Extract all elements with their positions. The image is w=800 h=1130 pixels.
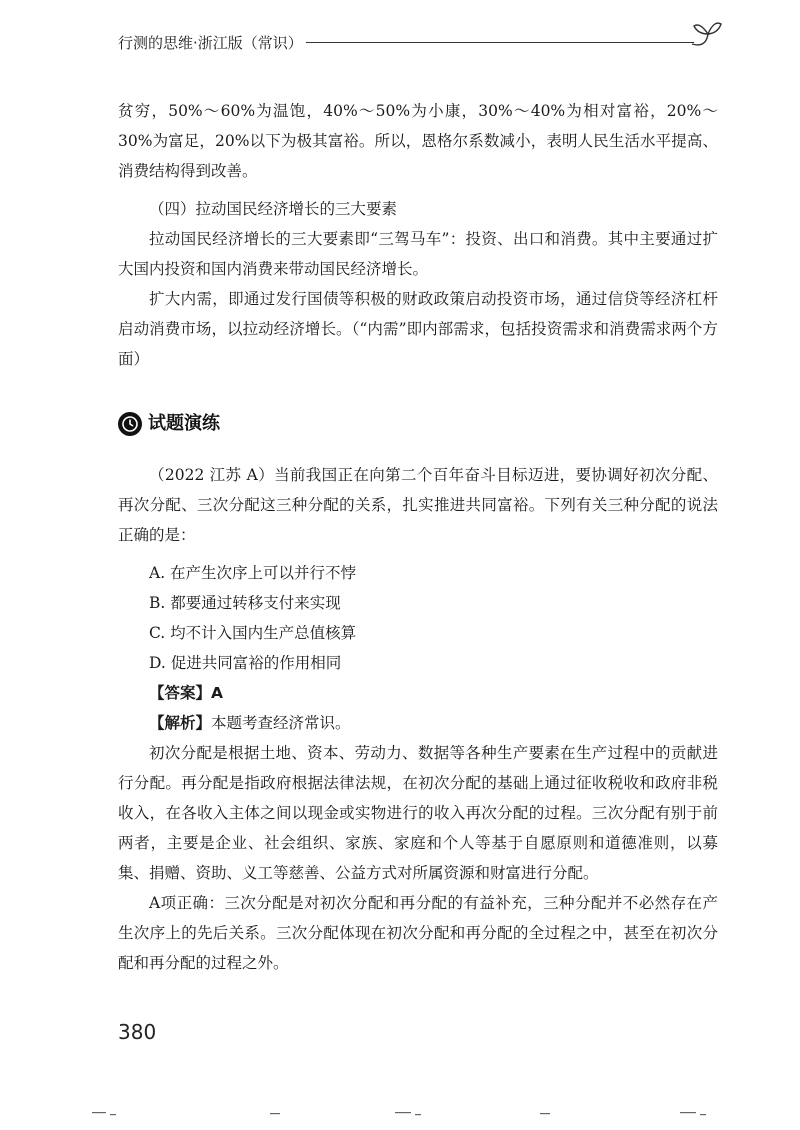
header-title: 行测的思维·浙江版（常识） — [118, 34, 303, 52]
intro-paragraph: 贫穷，50%～60%为温饱，40%～50%为小康，30%～40%为相对富裕，20%～30%为富足，20%以下为极其富裕。所以，恩格尔系数减小，表明人民生活水平提高、消费结构得到改善。 — [118, 102, 718, 180]
sprout-icon — [688, 18, 724, 52]
answer-label: 【答案】 — [149, 684, 212, 702]
paragraph-three-carriages: 拉动国民经济增长的三大要素即“三驾马车”：投资、出口和消费。其中主要通过扩大国内投资和国内消费来带动国民经济增长。 — [118, 230, 718, 278]
option-b: B. 都要通过转移支付来实现 — [149, 594, 341, 612]
analysis-paragraph-2: A项正确：三次分配是对初次分配和再分配的有益补充，三种分配并不必然存在产生次序上的先后关系。三次分配体现在初次分配和再分配的全过程之中，甚至在初次分配和再分配的过程之外。 — [118, 894, 718, 972]
paragraph-domestic-demand: 扩大内需，即通过发行国债等积极的财政政策启动投资市场，通过信贷等经济杠杆启动消费市场，以拉动经济增长。（“内需”即内部需求，包括投资需求和消费需求两个方面） — [118, 290, 718, 368]
exercise-heading-label: 试题演练 — [148, 413, 220, 434]
question-stem: （2022 江苏 A）当前我国正在向第二个百年奋斗目标迈进，要协调好初次分配、再次分配、三次分配这三种分配的关系，扎实推进共同富裕。下列有关三种分配的说法正确的是： — [118, 466, 718, 544]
clock-badge-icon — [118, 412, 142, 436]
page-content — [118, 96, 718, 978]
exercise-section-heading — [118, 404, 718, 444]
analysis-label: 【解析】 — [149, 714, 212, 732]
option-d: D. 促进共同富裕的作用相同 — [149, 654, 342, 672]
subsection-title: （四）拉动国民经济增长的三大要素 — [149, 200, 398, 218]
option-a: A. 在产生次序上可以并行不悖 — [149, 564, 357, 582]
running-header — [118, 28, 718, 56]
analysis-paragraph-1: 初次分配是根据土地、资本、劳动力、数据等各种生产要素在生产过程中的贡献进行分配。再分配是指政府根据法律法规，在初次分配的基础上通过征收税收和政府非税收入，在各收入主体之间以现金或实物进行的收入再次分配的过程。三次分配有别于前两者，主要是企业、社会组织、家族、家庭和个人等基于自愿原则和道德准则，以募集、捐赠、资助、义工等慈善、公益方式对所属资源和财富进行分配。 — [118, 744, 718, 882]
answer-value: A — [211, 684, 224, 702]
scan-artifacts — [0, 1108, 800, 1120]
analysis-line — [118, 708, 718, 738]
answer-line — [118, 678, 718, 708]
page-number: 380 — [118, 1020, 157, 1044]
header-rule — [306, 42, 694, 43]
analysis-intro: 本题考查经济常识。 — [211, 714, 351, 732]
option-c: C. 均不计入国内生产总值核算 — [149, 624, 357, 642]
